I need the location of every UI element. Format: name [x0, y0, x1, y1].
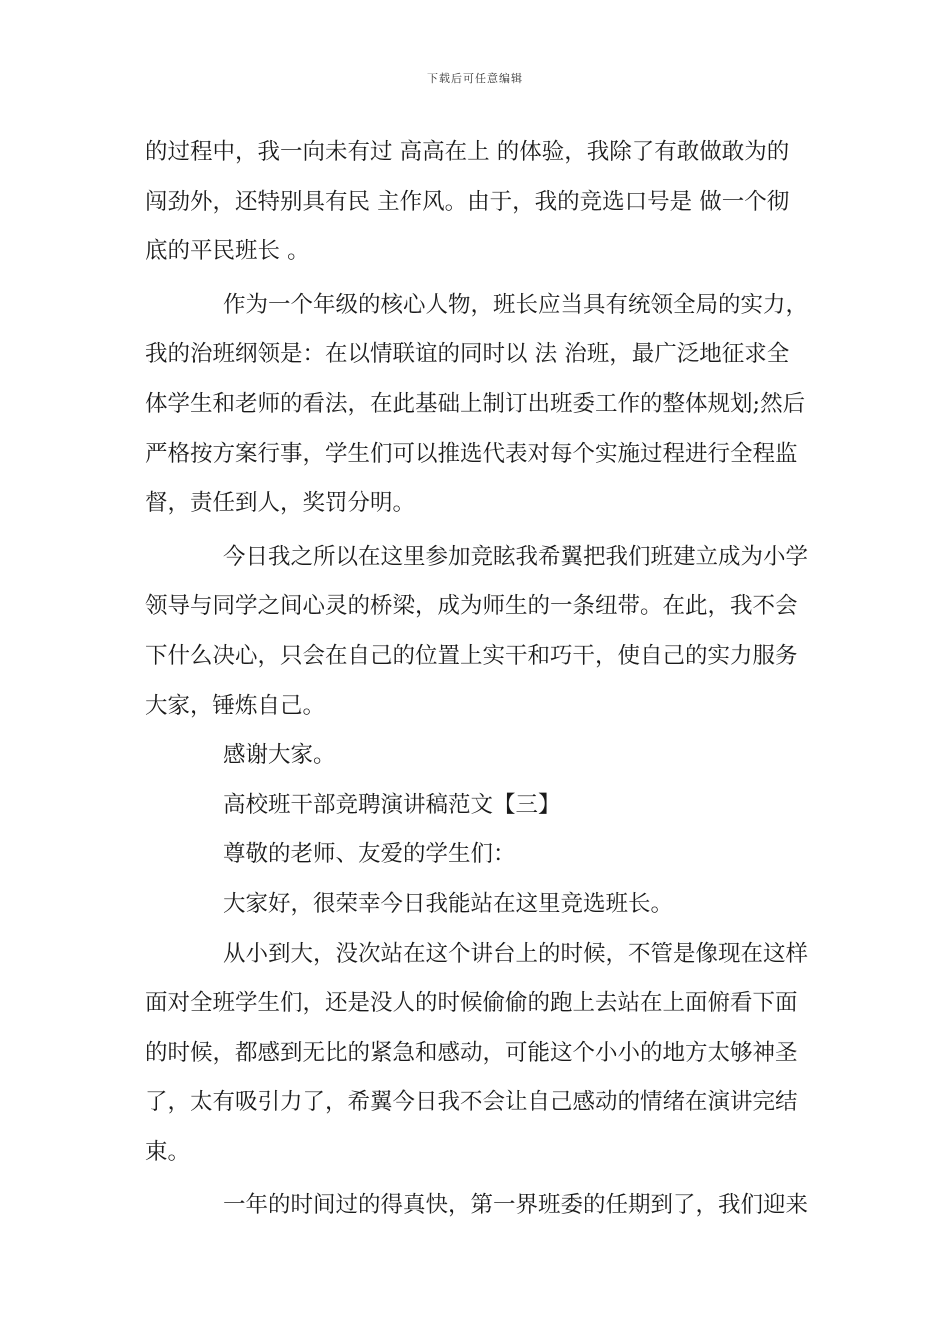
text-line: 下什么决心，只会在自己的位置上实干和巧干，使自己的实力服务	[145, 642, 798, 669]
paragraph-first-line: 作为一个年级的核心人物，班长应当具有统领全局的实力，	[223, 291, 809, 318]
text-line: 领导与同学之间心灵的桥梁，成为师生的一条纽带。在此，我不会	[145, 593, 798, 620]
text-line: 了，太有吸引力了，希翼今日我不会让自己感动的情绪在演讲完结	[145, 1089, 798, 1116]
text-line: 束。	[145, 1138, 191, 1165]
salutation-line: 尊敬的老师、友爱的学生们：	[223, 841, 516, 868]
text-line: 督，责任到人，奖罚分明。	[145, 490, 416, 517]
document-body	[145, 128, 807, 1231]
text-line: 我的治班纲领是：在以情联谊的同时以 法 治班，最广泛地征求全	[145, 341, 790, 368]
text-line: 的过程中，我一向未有过 高高在上 的体验，我除了有敢做敢为的	[145, 139, 790, 165]
text-line: 的时候，都感到无比的紧急和感动，可能这个小小的地方太够神圣	[145, 1039, 798, 1066]
text-line: 严格按方案行事，学生们可以推选代表对每个实施过程进行全程监	[145, 440, 798, 467]
paragraph-first-line: 今日我之所以在这里参加竞眩我希翼把我们班建立成为小学	[223, 543, 809, 570]
paragraph-first-line: 从小到大，没次站在这个讲台上的时候，不管是像现在这样	[223, 940, 809, 967]
closing-line: 感谢大家。	[223, 742, 336, 769]
page-header-note: 下载后可任意编辑	[427, 72, 523, 85]
text-line: 大家，锤炼自己。	[145, 692, 326, 719]
section-title: 高校班干部竞聘演讲稿范文【三】	[223, 791, 561, 818]
text-line: 闯劲外，还特别具有民 主作风。由于，我的竞选口号是 做一个彻	[145, 188, 790, 215]
paragraph-first-line: 一年的时间过的得真快，第一界班委的任期到了，我们迎来	[223, 1192, 809, 1219]
text-line: 体学生和老师的看法，在此基础上制订出班委工作的整体规划;然后	[145, 390, 806, 417]
greeting-line: 大家好，很荣幸今日我能站在这里竞选班长。	[223, 890, 674, 917]
text-line: 面对全班学生们，还是没人的时候偷偷的跑上去站在上面俯看下面	[145, 990, 798, 1017]
text-line: 底的平民班长 。	[145, 238, 310, 265]
